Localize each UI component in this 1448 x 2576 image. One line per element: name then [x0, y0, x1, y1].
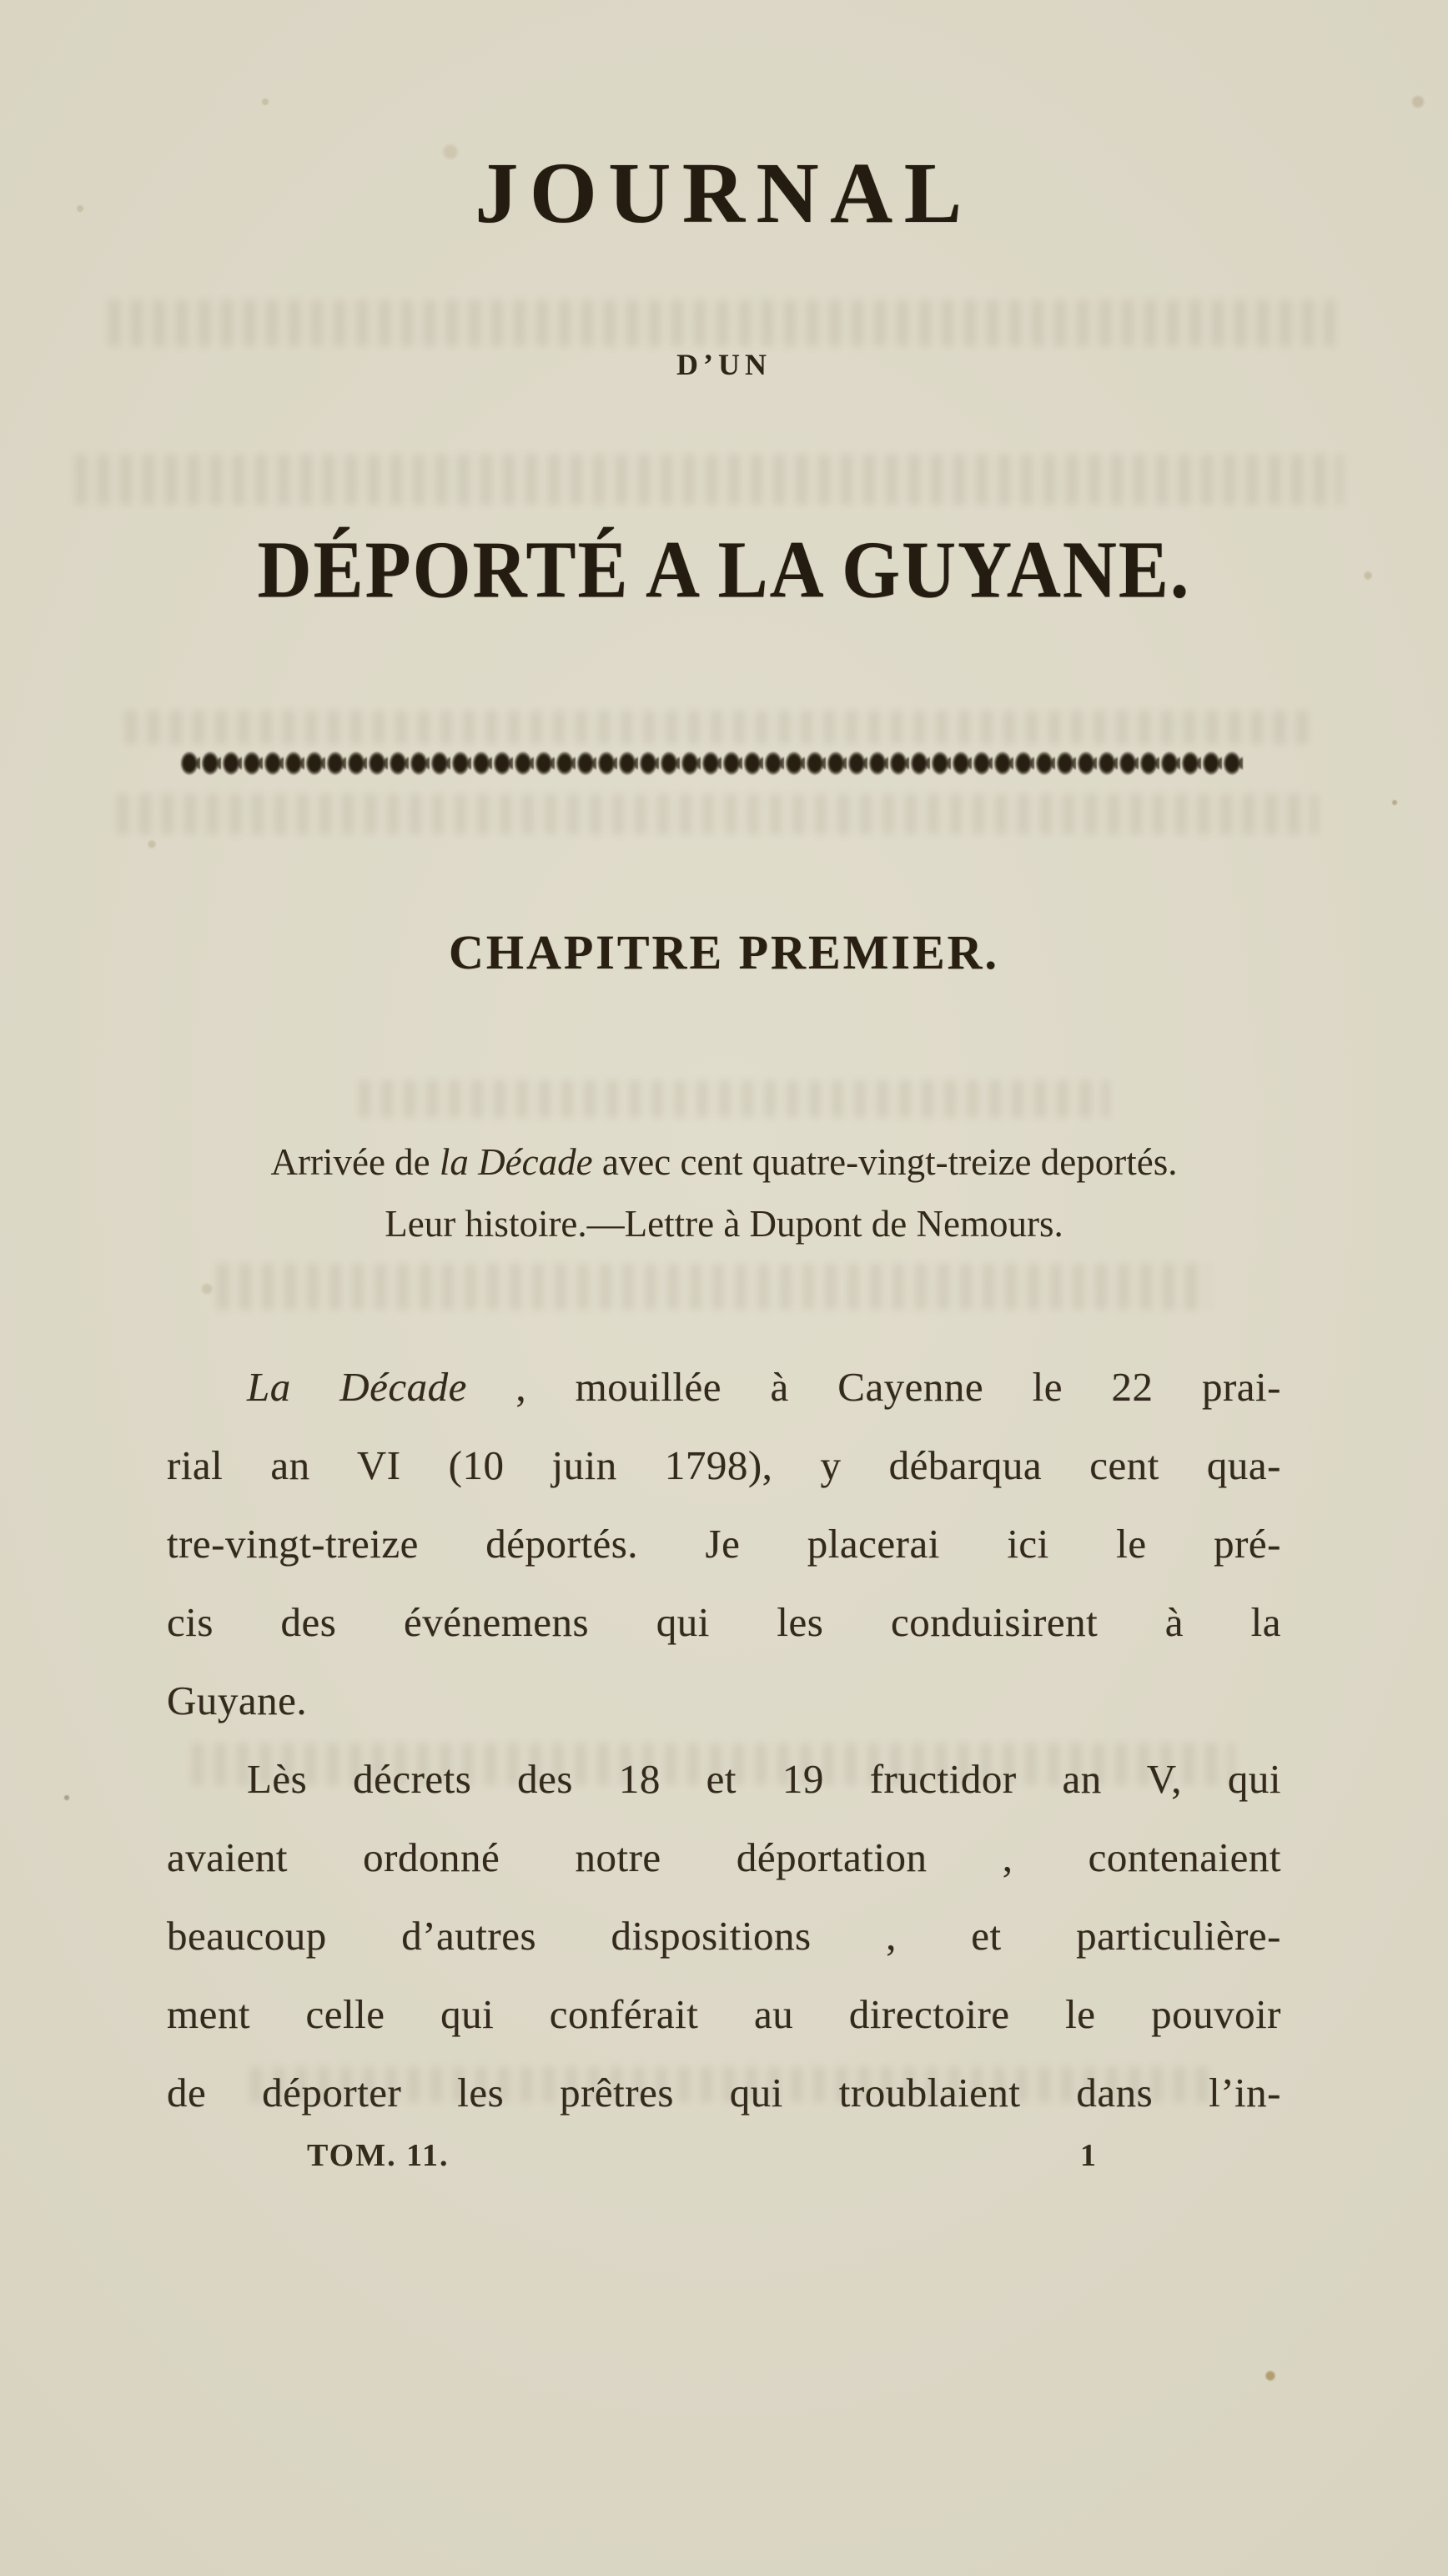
page-footer	[167, 2137, 1281, 2187]
body-line: ment celle qui conférait au directoire le pouvoir	[167, 1991, 1281, 2037]
body-line1-rest: , mouillée à Cayenne le 22 prai-	[466, 1364, 1281, 1410]
page-number: 1	[1080, 2138, 1098, 2173]
body-line: rial an VI (10 juin 1798), y débarqua cent qua-	[167, 1442, 1281, 1488]
bleedthrough-band	[359, 1080, 1109, 1118]
chapter-summary	[100, 1131, 1348, 1255]
volume-signature: TOM. 11.	[307, 2138, 450, 2173]
bleedthrough-band	[108, 300, 1335, 346]
body-line	[167, 1348, 1281, 1426]
ship-name-italic: La Décade	[247, 1364, 467, 1410]
bleedthrough-band	[75, 455, 1343, 505]
body-line: tre-vingt-treize déportés. Je placerai ici le pré-	[167, 1521, 1281, 1567]
body-line: de déporter les prêtres qui troublaient dans l’in-	[167, 2070, 1281, 2116]
body-text	[167, 1348, 1281, 2132]
subtitle-dun: D’UN	[676, 348, 772, 381]
summary-line-1	[100, 1131, 1348, 1193]
journal-kicker-title: JOURNAL	[475, 145, 973, 241]
body-line: Guyane.	[167, 1678, 308, 1723]
summary-line1-italic: la Décade	[439, 1141, 593, 1183]
bleedthrough-band	[117, 794, 1318, 834]
bead-rule-ornament	[179, 749, 1244, 777]
body-line: beaucoup d’autres dispositions , et particulière-	[167, 1913, 1281, 1959]
body-line: cis des événemens qui les conduisirent à la	[167, 1599, 1281, 1645]
chapter-heading: CHAPITRE PREMIER.	[448, 925, 1000, 979]
summary-line1-post: avec cent quatre-vingt-treize deportés.	[592, 1141, 1178, 1183]
bleedthrough-band	[217, 1264, 1209, 1310]
main-title: DÉPORTÉ A LA GUYANE.	[257, 526, 1191, 616]
body-line: avaient ordonné notre déportation , contenaient	[167, 1834, 1281, 1880]
summary-line1-pre: Arrivée de	[270, 1141, 440, 1183]
summary-line-2: Leur histoire.—Lettre à Dupont de Nemours.	[385, 1203, 1063, 1245]
body-line: Lès décrets des 18 et 19 fructidor an V, qui	[247, 1756, 1281, 1802]
bleedthrough-band	[125, 711, 1310, 744]
